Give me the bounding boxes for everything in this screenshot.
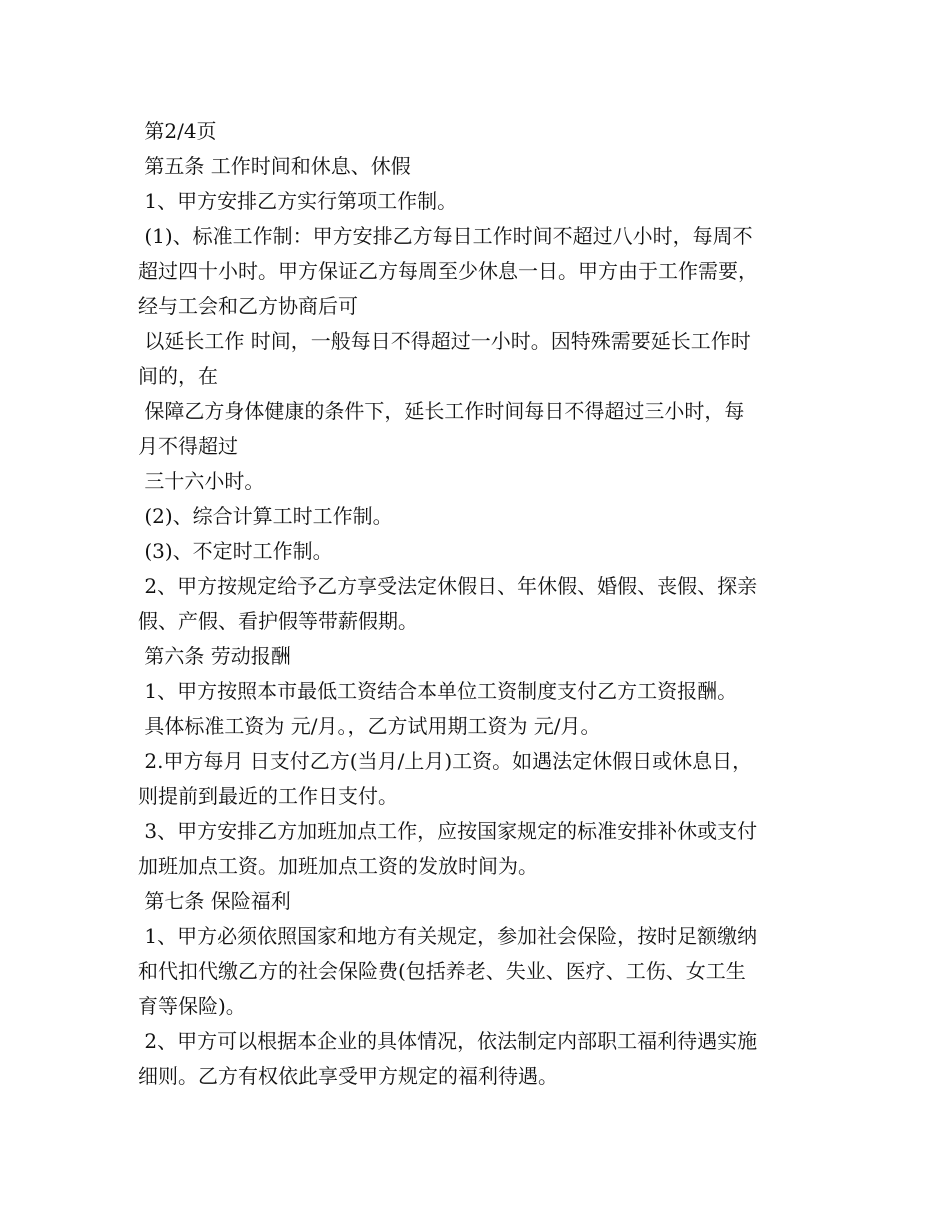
page-number: 第2/4页: [138, 119, 217, 143]
article-7-heading: 第七条 保险福利: [138, 889, 291, 913]
text-line: 月不得超过: [138, 434, 238, 458]
text-line: 1、甲方按照本市最低工资结合本单位工资制度支付乙方工资报酬。: [138, 679, 738, 703]
text-line: 3、甲方安排乙方加班加点工作，应按国家规定的标准安排补休或支付: [138, 819, 758, 843]
text-line: 育等保险)。: [138, 994, 246, 1018]
text-line: (3)、不定时工作制。: [138, 539, 333, 563]
text-line: (1)、标准工作制：甲方安排乙方每日工作时间不超过八小时，每周不: [138, 224, 753, 248]
text-line: 则提前到最近的工作日支付。: [138, 784, 398, 808]
text-line: 具体标准工资为 元/月。，乙方试用期工资为 元/月。: [138, 714, 601, 738]
document-body: [138, 114, 828, 1094]
text-line: (2)、综合计算工时工作制。: [138, 504, 393, 528]
text-line: 间的，在: [138, 364, 218, 388]
text-line: 假、产假、看护假等带薪假期。: [138, 609, 418, 633]
text-line: 2、甲方按规定给予乙方享受法定休假日、年休假、婚假、丧假、探亲: [138, 574, 758, 598]
text-line: 保障乙方身体健康的条件下，延长工作时间每日不得超过三小时，每: [138, 399, 745, 423]
article-6-heading: 第六条 劳动报酬: [138, 644, 291, 668]
text-line: 和代扣代缴乙方的社会保险费(包括养老、失业、医疗、工伤、女工生: [138, 959, 746, 983]
text-line: 以延长工作 时间，一般每日不得超过一小时。因特殊需要延长工作时: [138, 329, 751, 353]
article-5-heading: 第五条 工作时间和休息、休假: [138, 154, 411, 178]
text-line: 1、甲方必须依照国家和地方有关规定，参加社会保险，按时足额缴纳: [138, 924, 758, 948]
text-line: 超过四十小时。甲方保证乙方每周至少休息一日。甲方由于工作需要，: [138, 259, 758, 283]
text-line: 2.甲方每月 日支付乙方(当月/上月)工资。如遇法定休假日或休息日，: [138, 749, 753, 773]
text-line: 经与工会和乙方协商后可: [138, 294, 358, 318]
text-line: 2、甲方可以根据本企业的具体情况，依法制定内部职工福利待遇实施: [138, 1029, 758, 1053]
text-line: 加班加点工资。加班加点工资的发放时间为。: [138, 854, 538, 878]
text-line: 细则。乙方有权依此享受甲方规定的福利待遇。: [138, 1064, 558, 1088]
text-line: 1、甲方安排乙方实行第项工作制。: [138, 189, 458, 213]
text-line: 三十六小时。: [138, 469, 265, 493]
